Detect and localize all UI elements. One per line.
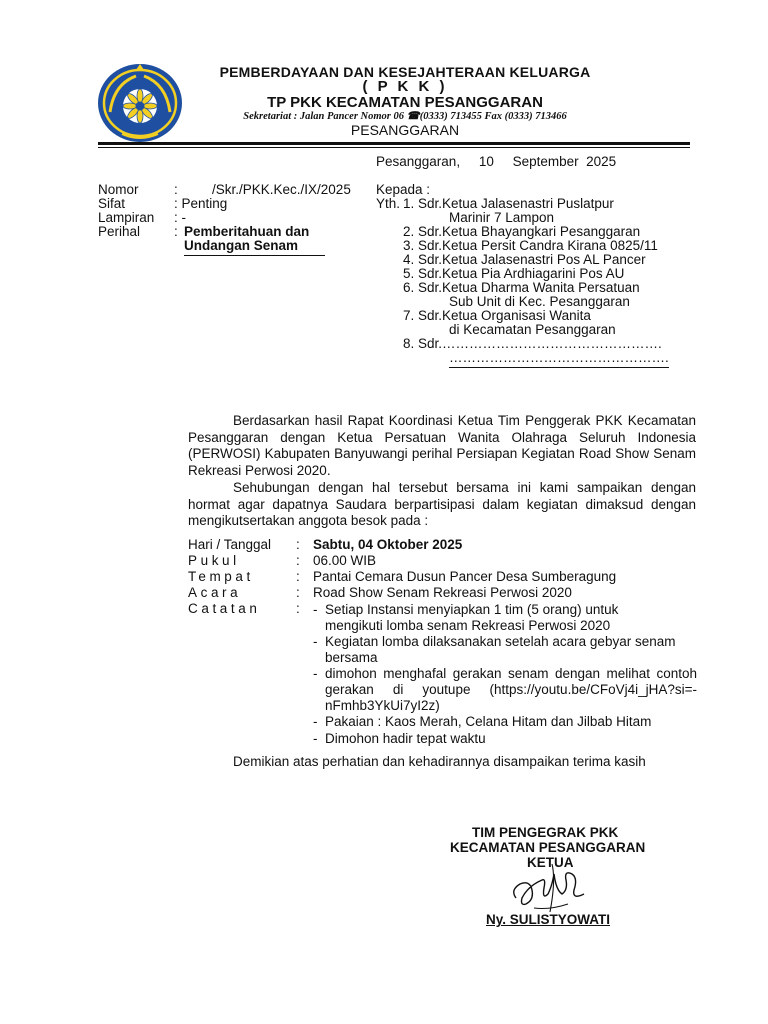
handwritten-signature <box>506 860 596 920</box>
nomor-colon: : <box>174 182 178 197</box>
sifat-label: Sifat <box>98 196 126 211</box>
detail-label-acara: Acara <box>188 585 242 600</box>
recipients-heading: Kepada : <box>376 182 431 197</box>
detail-label-tempat: Tempat <box>188 569 254 584</box>
header-rule-thick <box>98 142 690 145</box>
perihal-line2: Undangan Senam <box>184 239 325 256</box>
sign-org-line1: TIM PENGEGRAK PKK <box>472 825 619 840</box>
lampiran-value: : - <box>174 210 186 225</box>
recipient-item-cont: Sub Unit di Kec. Pesanggaran <box>449 294 630 309</box>
detail-label-pukul: Pukul <box>188 553 240 568</box>
recipient-item: 8. Sdr.…………………………………………. <box>403 336 662 351</box>
recipient-item: 2. Sdr.Ketua Bhayangkari Pesanggaran <box>403 224 641 239</box>
note-item-2: Kegiatan lomba dilaksanakan setelah acara gebyar senam bersama <box>325 634 676 665</box>
note-dash: - <box>313 602 318 617</box>
letter-date: Pesanggaran, 10 September 2025 <box>376 154 617 169</box>
detail-label-catatan: Catatan <box>188 601 261 616</box>
note-item-3: dimohon menghafal gerakan senam dengan melihat contoh gerakan di youtupe (https://youtu.be/CFoVj4i_jHA?si=-nFmhb3YkUi7yI2z) <box>325 666 697 713</box>
detail-colon: : <box>296 553 300 568</box>
org-abbrev: ( P K K ) <box>362 78 448 95</box>
signer-name: Ny. SULISTYOWATI <box>486 912 611 927</box>
note-item-4: Pakaian : Kaos Merah, Celana Hitam dan Jilbab Hitam <box>325 714 652 729</box>
recipient-item: 5. Sdr.Ketua Pia Ardhiagarini Pos AU <box>403 266 625 281</box>
org-unit: TP PKK KECAMATAN PESANGGARAN <box>267 94 543 111</box>
detail-colon: : <box>296 601 300 616</box>
detail-value-acara: Road Show Senam Rekreasi Perwosi 2020 <box>313 585 572 600</box>
recipient-item: 7. Sdr.Ketua Organisasi Wanita <box>403 308 591 323</box>
note-item-5: Dimohon hadir tepat waktu <box>325 731 486 746</box>
header-rule-thin <box>98 147 690 148</box>
sign-title: KETUA <box>527 855 574 870</box>
note-dash: - <box>313 666 318 681</box>
perihal-line1: Pemberitahuan dan <box>184 224 310 239</box>
nomor-value: /Skr./PKK.Kec./IX/2025 <box>212 182 351 197</box>
body-paragraph-1: Berdasarkan hasil Rapat Koordinasi Ketua Tim Penggerak PKK Kecamatan Pesanggaran dengan Ketua Persatuan Wanita Olahraga Seluruh Indonesia (PERWOSI) Kabupaten Banyuwangi perihal Persiapan Kegiatan Road Show Senam Rekreasi Perwosi 2020. <box>188 413 696 478</box>
recipient-item-cont: di Kecamatan Pesanggaran <box>449 322 616 337</box>
closing-sentence: Demikian atas perhatian dan kehadirannya disampaikan terima kasih <box>233 754 646 769</box>
org-city: PESANGGARAN <box>350 122 460 138</box>
detail-value-pukul: 06.00 WIB <box>313 553 377 568</box>
note-dash: - <box>313 731 318 746</box>
detail-label-hari: Hari / Tanggal <box>188 537 272 552</box>
note-dash: - <box>313 714 318 729</box>
note-dash: - <box>313 634 318 649</box>
recipient-item: 6. Sdr.Ketua Dharma Wanita Persatuan <box>403 280 640 295</box>
nomor-label: Nomor <box>98 182 139 197</box>
note-item-1: Setiap Instansi menyiapkan 1 tim (5 orang) untuk mengikuti lomba senam Rekreasi Perwosi 2020 <box>325 602 619 633</box>
detail-colon: : <box>296 537 300 552</box>
sifat-value: : Penting <box>174 196 228 211</box>
recipient-item-cont: …………………………………………. <box>449 351 669 368</box>
detail-value-tempat: Pantai Cemara Dusun Pancer Desa Sumberagung <box>313 569 617 584</box>
detail-colon: : <box>296 569 300 584</box>
perihal-colon: : <box>174 224 178 239</box>
recipient-item: 4. Sdr.Ketua Jalasenastri Pos AL Pancer <box>403 252 646 267</box>
recipients-yth: Yth. <box>376 196 401 211</box>
secretariat-address: Sekretariat : Jalan Pancer Nomor 06 ☎(0333) 713455 Fax (0333) 713466 <box>243 111 567 122</box>
recipient-item-cont: Marinir 7 Lampon <box>449 210 555 225</box>
body-paragraph-2: Sehubungan dengan hal tersebut bersama ini kami sampaikan dengan hormat agar dapatnya Saudara berpartisipasi dalam kegiatan dimaksud dengan mengikutsertakan anggota besok pada : <box>188 480 696 528</box>
detail-value-hari: Sabtu, 04 Oktober 2025 <box>313 537 463 552</box>
detail-colon: : <box>296 585 300 600</box>
lampiran-label: Lampiran <box>98 210 155 225</box>
sign-org-line2: KECAMATAN PESANGGARAN <box>450 840 646 855</box>
perihal-label: Perihal <box>98 224 141 239</box>
pkk-logo <box>96 62 184 144</box>
recipient-item: 3. Sdr.Ketua Persit Candra Kirana 0825/11 <box>403 238 658 253</box>
recipient-item: 1. Sdr.Ketua Jalasenastri Puslatpur <box>403 196 614 211</box>
org-name: PEMBERDAYAAN DAN KESEJAHTERAAN KELUARGA <box>219 64 591 80</box>
